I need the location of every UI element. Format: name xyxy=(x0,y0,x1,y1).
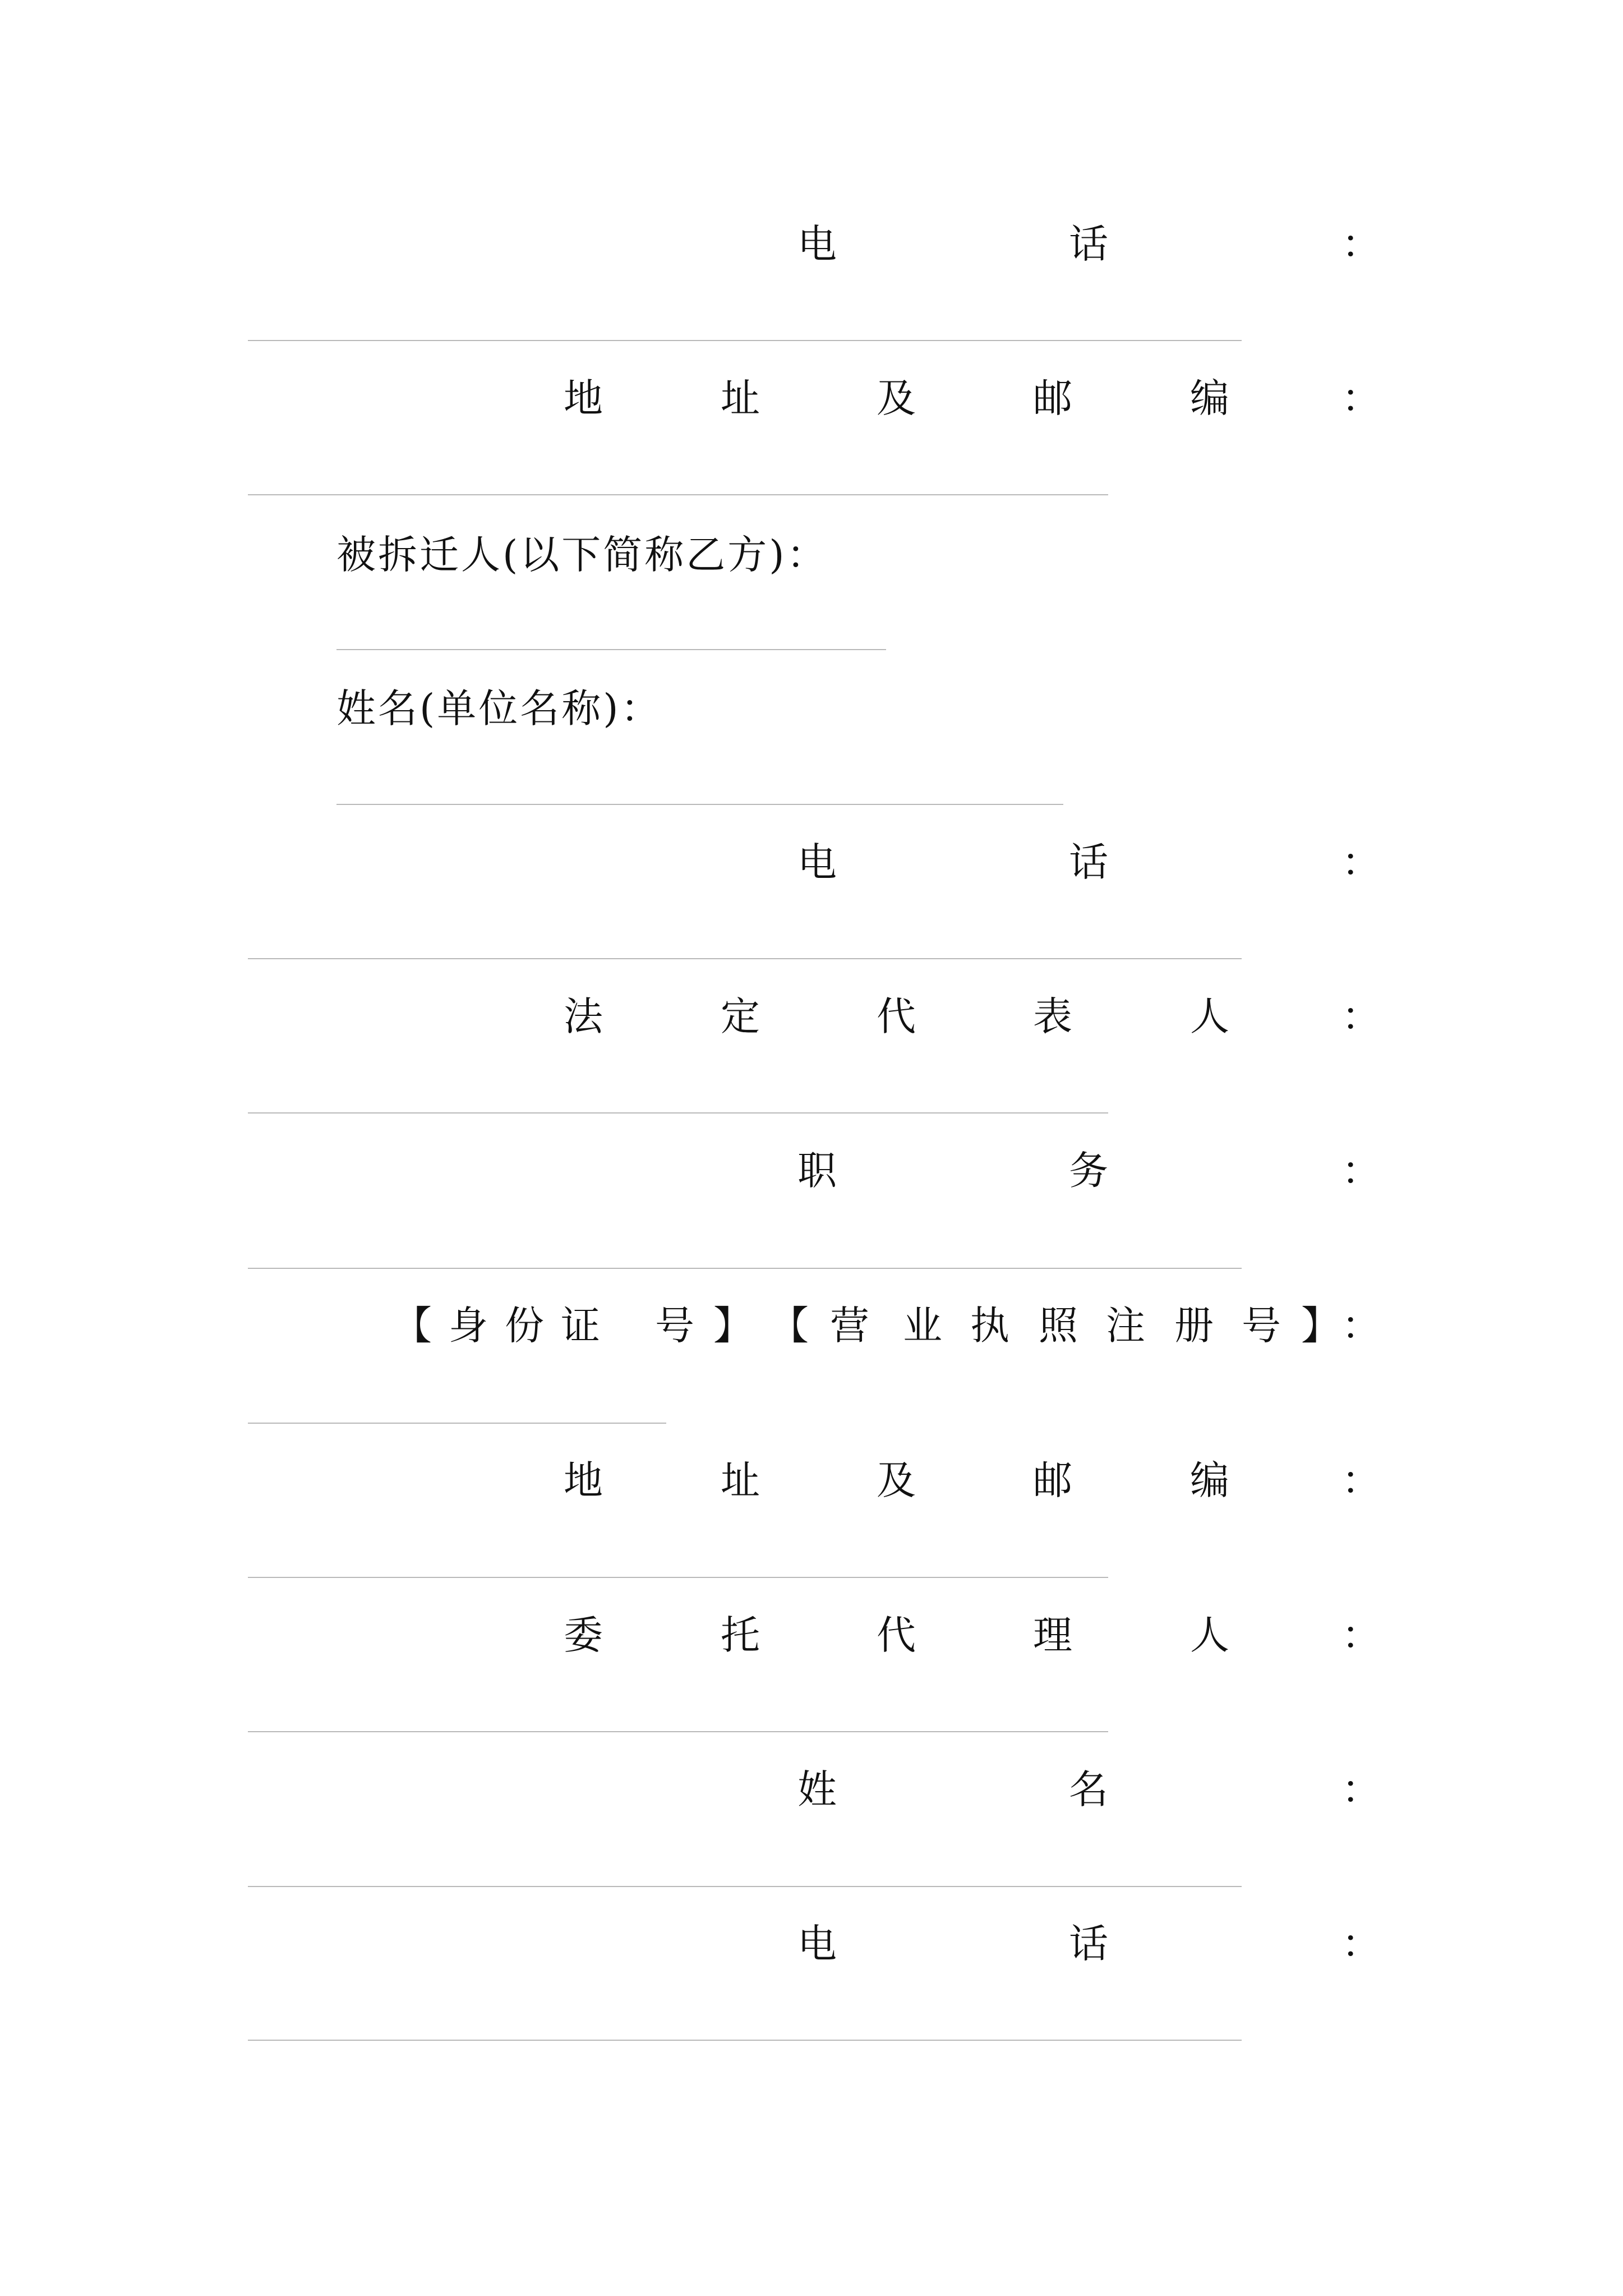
fill-line-party-b[interactable] xyxy=(336,649,886,650)
label-char: 法 xyxy=(564,993,603,1039)
fill-line-legal-rep[interactable] xyxy=(248,1112,1108,1114)
fill-line-name-unit[interactable] xyxy=(336,804,1063,805)
label-char: 务 xyxy=(1069,1148,1108,1194)
label-char: 份 xyxy=(505,1303,544,1349)
label-char: 邮 xyxy=(1033,375,1072,421)
label-colon: ： xyxy=(1341,993,1381,1039)
label-char: 身 xyxy=(449,1303,488,1349)
label-char: 职 xyxy=(797,1148,837,1194)
label-char: 址 xyxy=(721,375,760,421)
fill-line-phone-2[interactable] xyxy=(248,958,1242,959)
label-colon: ： xyxy=(1341,1148,1381,1194)
label-char: 代 xyxy=(877,1612,916,1658)
fill-line-position[interactable] xyxy=(248,1268,1242,1269)
label-char: 代 xyxy=(877,993,916,1039)
label-char: 表 xyxy=(1033,993,1072,1039)
label-char: 电 xyxy=(797,839,837,885)
label-char: 址 xyxy=(721,1457,760,1503)
label-char: 注 xyxy=(1106,1303,1145,1349)
label-colon: ： xyxy=(1341,1921,1381,1967)
fill-line-address-1[interactable] xyxy=(248,494,1108,495)
label-char: 册 xyxy=(1174,1303,1214,1349)
label-char: 话 xyxy=(1069,1921,1108,1967)
label-char: 业 xyxy=(903,1303,942,1349)
fill-line-phone-1[interactable] xyxy=(248,340,1242,341)
label-char: 地 xyxy=(564,1457,603,1503)
fill-line-agent-name[interactable] xyxy=(248,1886,1242,1887)
label-char: 照 xyxy=(1039,1303,1078,1349)
label-char: 委 xyxy=(564,1612,603,1658)
fill-line-id-license[interactable] xyxy=(248,1423,666,1424)
label-char: 及 xyxy=(877,1457,916,1503)
label-char: 号 xyxy=(1242,1303,1281,1349)
label-colon: ： xyxy=(1341,1303,1381,1349)
fill-line-phone-3[interactable] xyxy=(248,2040,1242,2041)
label-char: 执 xyxy=(970,1303,1009,1349)
label-char: 【 xyxy=(769,1303,809,1349)
label-char: 】 xyxy=(713,1303,753,1349)
label-char: 话 xyxy=(1069,839,1108,885)
label-char: 托 xyxy=(721,1612,760,1658)
label-char: 人 xyxy=(1190,1612,1229,1658)
label-char: 邮 xyxy=(1033,1457,1072,1503)
label-char: 证 xyxy=(561,1303,600,1349)
label-char: 电 xyxy=(797,221,837,267)
label-colon: ： xyxy=(1341,375,1381,421)
label-char: 姓 xyxy=(797,1766,837,1812)
label-colon: ： xyxy=(1341,1457,1381,1503)
fill-line-agent[interactable] xyxy=(248,1731,1108,1732)
label-colon: ： xyxy=(1341,839,1381,885)
name-unit-label: 姓名(单位名称)： xyxy=(336,685,662,731)
label-char: 编 xyxy=(1190,1457,1229,1503)
label-char: 】 xyxy=(1301,1303,1340,1349)
label-char: 话 xyxy=(1069,221,1108,267)
fill-line-address-2[interactable] xyxy=(248,1577,1108,1578)
label-char: 及 xyxy=(877,375,916,421)
label-char: 【 xyxy=(393,1303,432,1349)
label-colon: ： xyxy=(1341,1766,1381,1812)
label-char: 编 xyxy=(1190,375,1229,421)
label-char: 电 xyxy=(797,1921,837,1967)
label-char: 定 xyxy=(721,993,760,1039)
label-char: 名 xyxy=(1069,1766,1108,1812)
label-char: 理 xyxy=(1033,1612,1072,1658)
label-char: 地 xyxy=(564,375,603,421)
label-colon: ： xyxy=(1341,221,1381,267)
label-char: 号 xyxy=(655,1303,694,1349)
label-char: 营 xyxy=(830,1303,869,1349)
label-colon: ： xyxy=(1341,1612,1381,1658)
party-b-heading: 被拆迁人(以下简称乙方)： xyxy=(336,532,828,578)
label-char: 人 xyxy=(1190,993,1229,1039)
